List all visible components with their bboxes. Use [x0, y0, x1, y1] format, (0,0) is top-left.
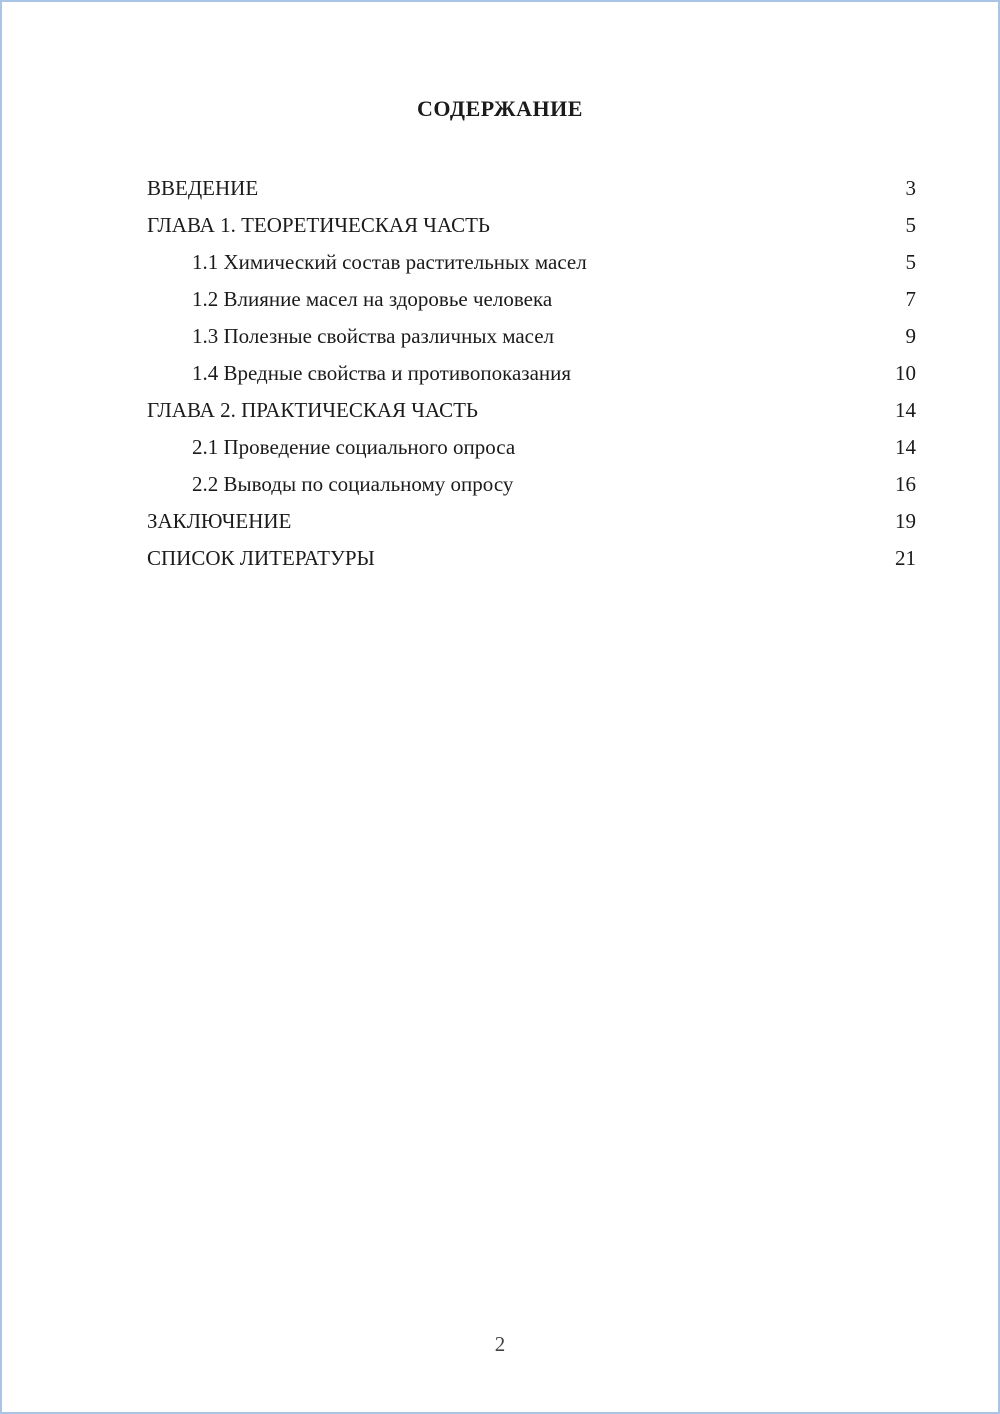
toc-entry — [147, 170, 916, 207]
toc-entry — [147, 466, 916, 503]
toc-entry-label: ГЛАВА 2. ПРАКТИЧЕСКАЯ ЧАСТЬ — [147, 398, 478, 422]
toc-entry — [147, 355, 916, 392]
toc-entry-page: 9 — [905, 324, 916, 348]
toc-entry-page: 14 — [895, 435, 916, 459]
toc-entry-label: 1.3 Полезные свойства различных масел — [192, 324, 555, 348]
toc-entry-label: 2.2 Выводы по социальному опросу — [192, 472, 514, 496]
toc-entry — [147, 429, 916, 466]
toc-entry-page: 10 — [895, 361, 916, 385]
toc-entry — [147, 244, 916, 281]
table-of-contents — [147, 170, 916, 577]
toc-entry-label: ГЛАВА 1. ТЕОРЕТИЧЕСКАЯ ЧАСТЬ — [147, 213, 490, 237]
toc-entry-label: 1.2 Влияние масел на здоровье человека — [192, 287, 553, 311]
toc-entry — [147, 281, 916, 318]
toc-entry — [147, 207, 916, 244]
toc-entry-page: 16 — [895, 472, 916, 496]
page-title: СОДЕРЖАНИЕ — [417, 96, 583, 121]
toc-entry — [147, 318, 916, 355]
toc-entry-page: 21 — [895, 546, 916, 570]
toc-entry-label: 1.1 Химический состав растительных масел — [192, 250, 587, 274]
toc-entry-label: 2.1 Проведение социального опроса — [192, 435, 516, 459]
footer-page-number: 2 — [494, 1332, 506, 1356]
toc-entry-page: 3 — [905, 176, 916, 200]
toc-entry-label: ВВЕДЕНИЕ — [147, 176, 259, 200]
toc-entry-label: ЗАКЛЮЧЕНИЕ — [147, 509, 292, 533]
toc-entry-page: 14 — [895, 398, 916, 422]
toc-entry-page: 19 — [895, 509, 916, 533]
toc-entry — [147, 540, 916, 577]
toc-entry-page: 5 — [905, 250, 916, 274]
toc-entry — [147, 392, 916, 429]
toc-entry — [147, 503, 916, 540]
toc-entry-page: 7 — [905, 287, 916, 311]
toc-entry-label: СПИСОК ЛИТЕРАТУРЫ — [147, 546, 375, 570]
toc-entry-label: 1.4 Вредные свойства и противопоказания — [192, 361, 572, 385]
toc-entry-page: 5 — [905, 213, 916, 237]
